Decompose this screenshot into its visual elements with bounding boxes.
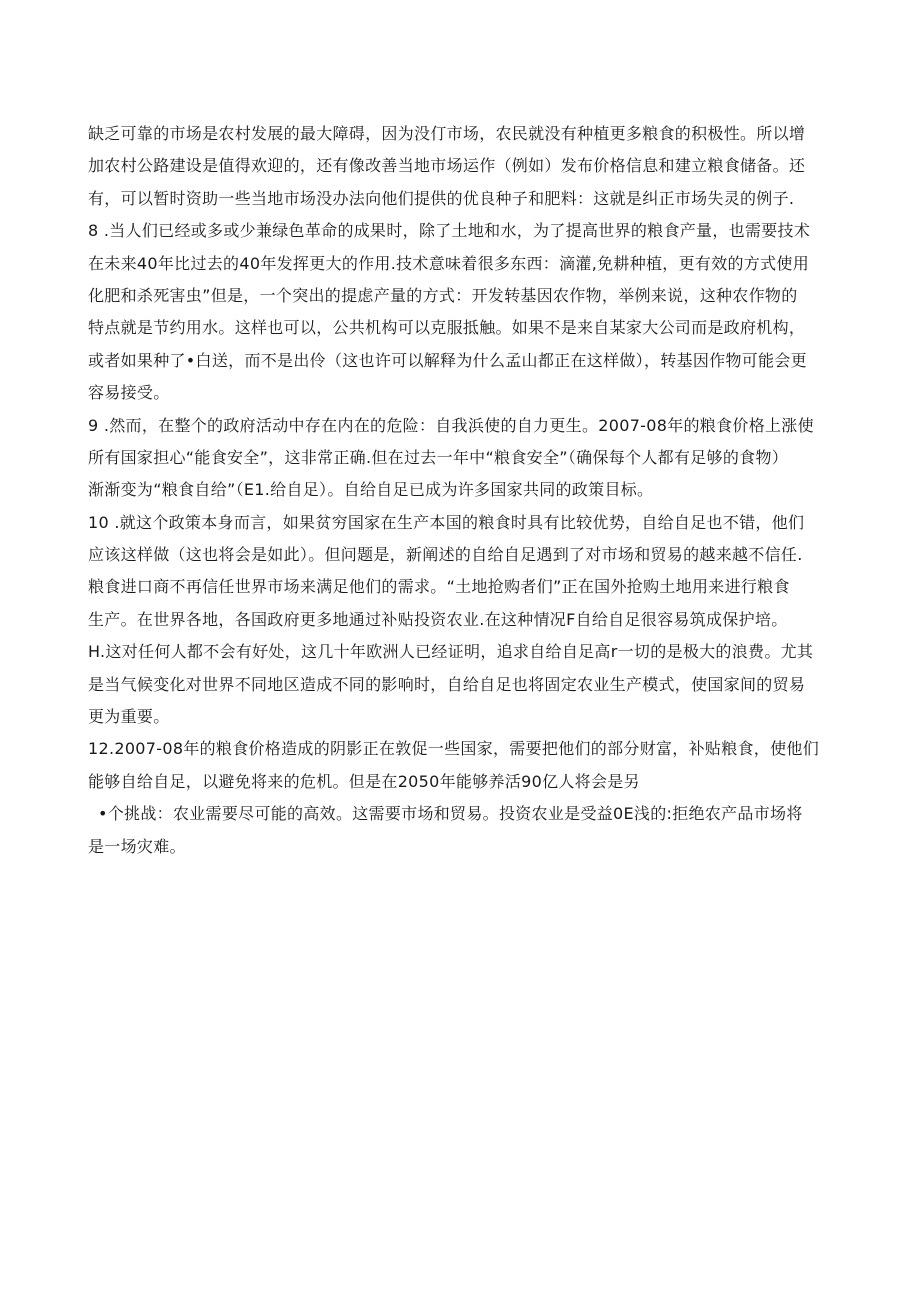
text-line: H.这对任何人都不会有好处，这几十年欧洲人已经证明，追求自给自足高r一切的是极大的浪费。尤其 (88, 642, 814, 662)
text-line: 12.2007-08年的粮食价格造成的阴影正在敦促一些国家，需要把他们的部分财富，补贴粮食，使他们 (88, 739, 819, 759)
text-line: 9 .然而，在整个的政府活动中存在内在的危险：自我浜使的自力更生。2007-08年的粮食价格上涨使 (88, 415, 814, 435)
document-body (88, 118, 838, 863)
text-line: 或者如果种了•白送，而不是出伶（这也许可以解释为什么孟山都正在这样做），转基因作物可能会更 (88, 350, 807, 370)
text-line: 化肥和杀死害虫”但是，一个突出的提虑产量的方式：开发转基因农作物，举例来说，这种农作物的 (88, 285, 798, 305)
text-line: 更为重要。 (88, 707, 170, 727)
text-line: 是一场灾难。 (88, 836, 186, 856)
text-line: 能够自给自足，以避免将来的危机。但是在2050年能够养活90亿人将会是另 (88, 771, 640, 791)
text-line: 8 .当人们已经或多或少兼绿色革命的成果时，除了土地和水，为了提高世界的粮食产量，也需要技术 (88, 221, 811, 241)
text-line: 特点就是节约用水。这样也可以，公共机构可以克服抵触。如果不是来自某家大公司而是政府机构， (88, 318, 806, 338)
text-line: 加农村公路建设是值得欢迎的，还有像改善当地市场运作（例如）发布价格信息和建立粮食储备。还 (88, 156, 806, 176)
text-line: 所有国家担心“能食安全”，这非常正确.但在过去一年中“粮食安全”（确保每个人都有足够的食物） (88, 447, 789, 467)
text-line: 缺乏可靠的市场是农村发展的最大障碍，因为没仃市场，农民就没有种植更多粮食的积极性。所以增 (88, 124, 806, 143)
text-line: •个挑战：农业需要尽可能的高效。这需要市场和贸易。投资农业是受益0E浅的:拒绝农产品市场将 (98, 804, 803, 824)
text-line: 10 .就这个政策本身而言，如果贫穷国家在生产本国的粮食时具有比较优势，自给自足也不错，他们 (88, 512, 805, 532)
text-line: 生产。在世界各地，各国政府更多地通过补贴投资农业.在这种情况F自给自足很容易筑成保护培。 (88, 609, 788, 629)
text-line: 渐渐变为“粮食自给”（E1.给自足）。自给自足已成为许多国家共同的政策目标。 (88, 480, 654, 500)
text-line: 应该这样做（这也将会是如此）。但问题是，新阐述的自给自足遇到了对市场和贸易的越来越不信任. (88, 545, 803, 565)
text-line: 粮食进口商不再信任世界市场来满足他们的需求。“土地抢购者们”正在国外抢购土地用来进行粮食 (88, 577, 790, 597)
text-line: 容易接受。 (88, 383, 170, 403)
text-line: 是当气候变化对世界不同地区造成不同的影响时，自给自足也将固定农业生产模式，使国家间的贸易 (88, 674, 806, 694)
text-line: 在未来40年比过去的40年发挥更大的作用.技术意味着很多东西：滴灌,免耕种植，更有效的方式使用 (88, 253, 809, 273)
text-line: 有，可以暂时资助一些当地市场没办法向他们提供的优良种子和肥料：这就是纠正市场失灵的例子. (88, 188, 795, 208)
